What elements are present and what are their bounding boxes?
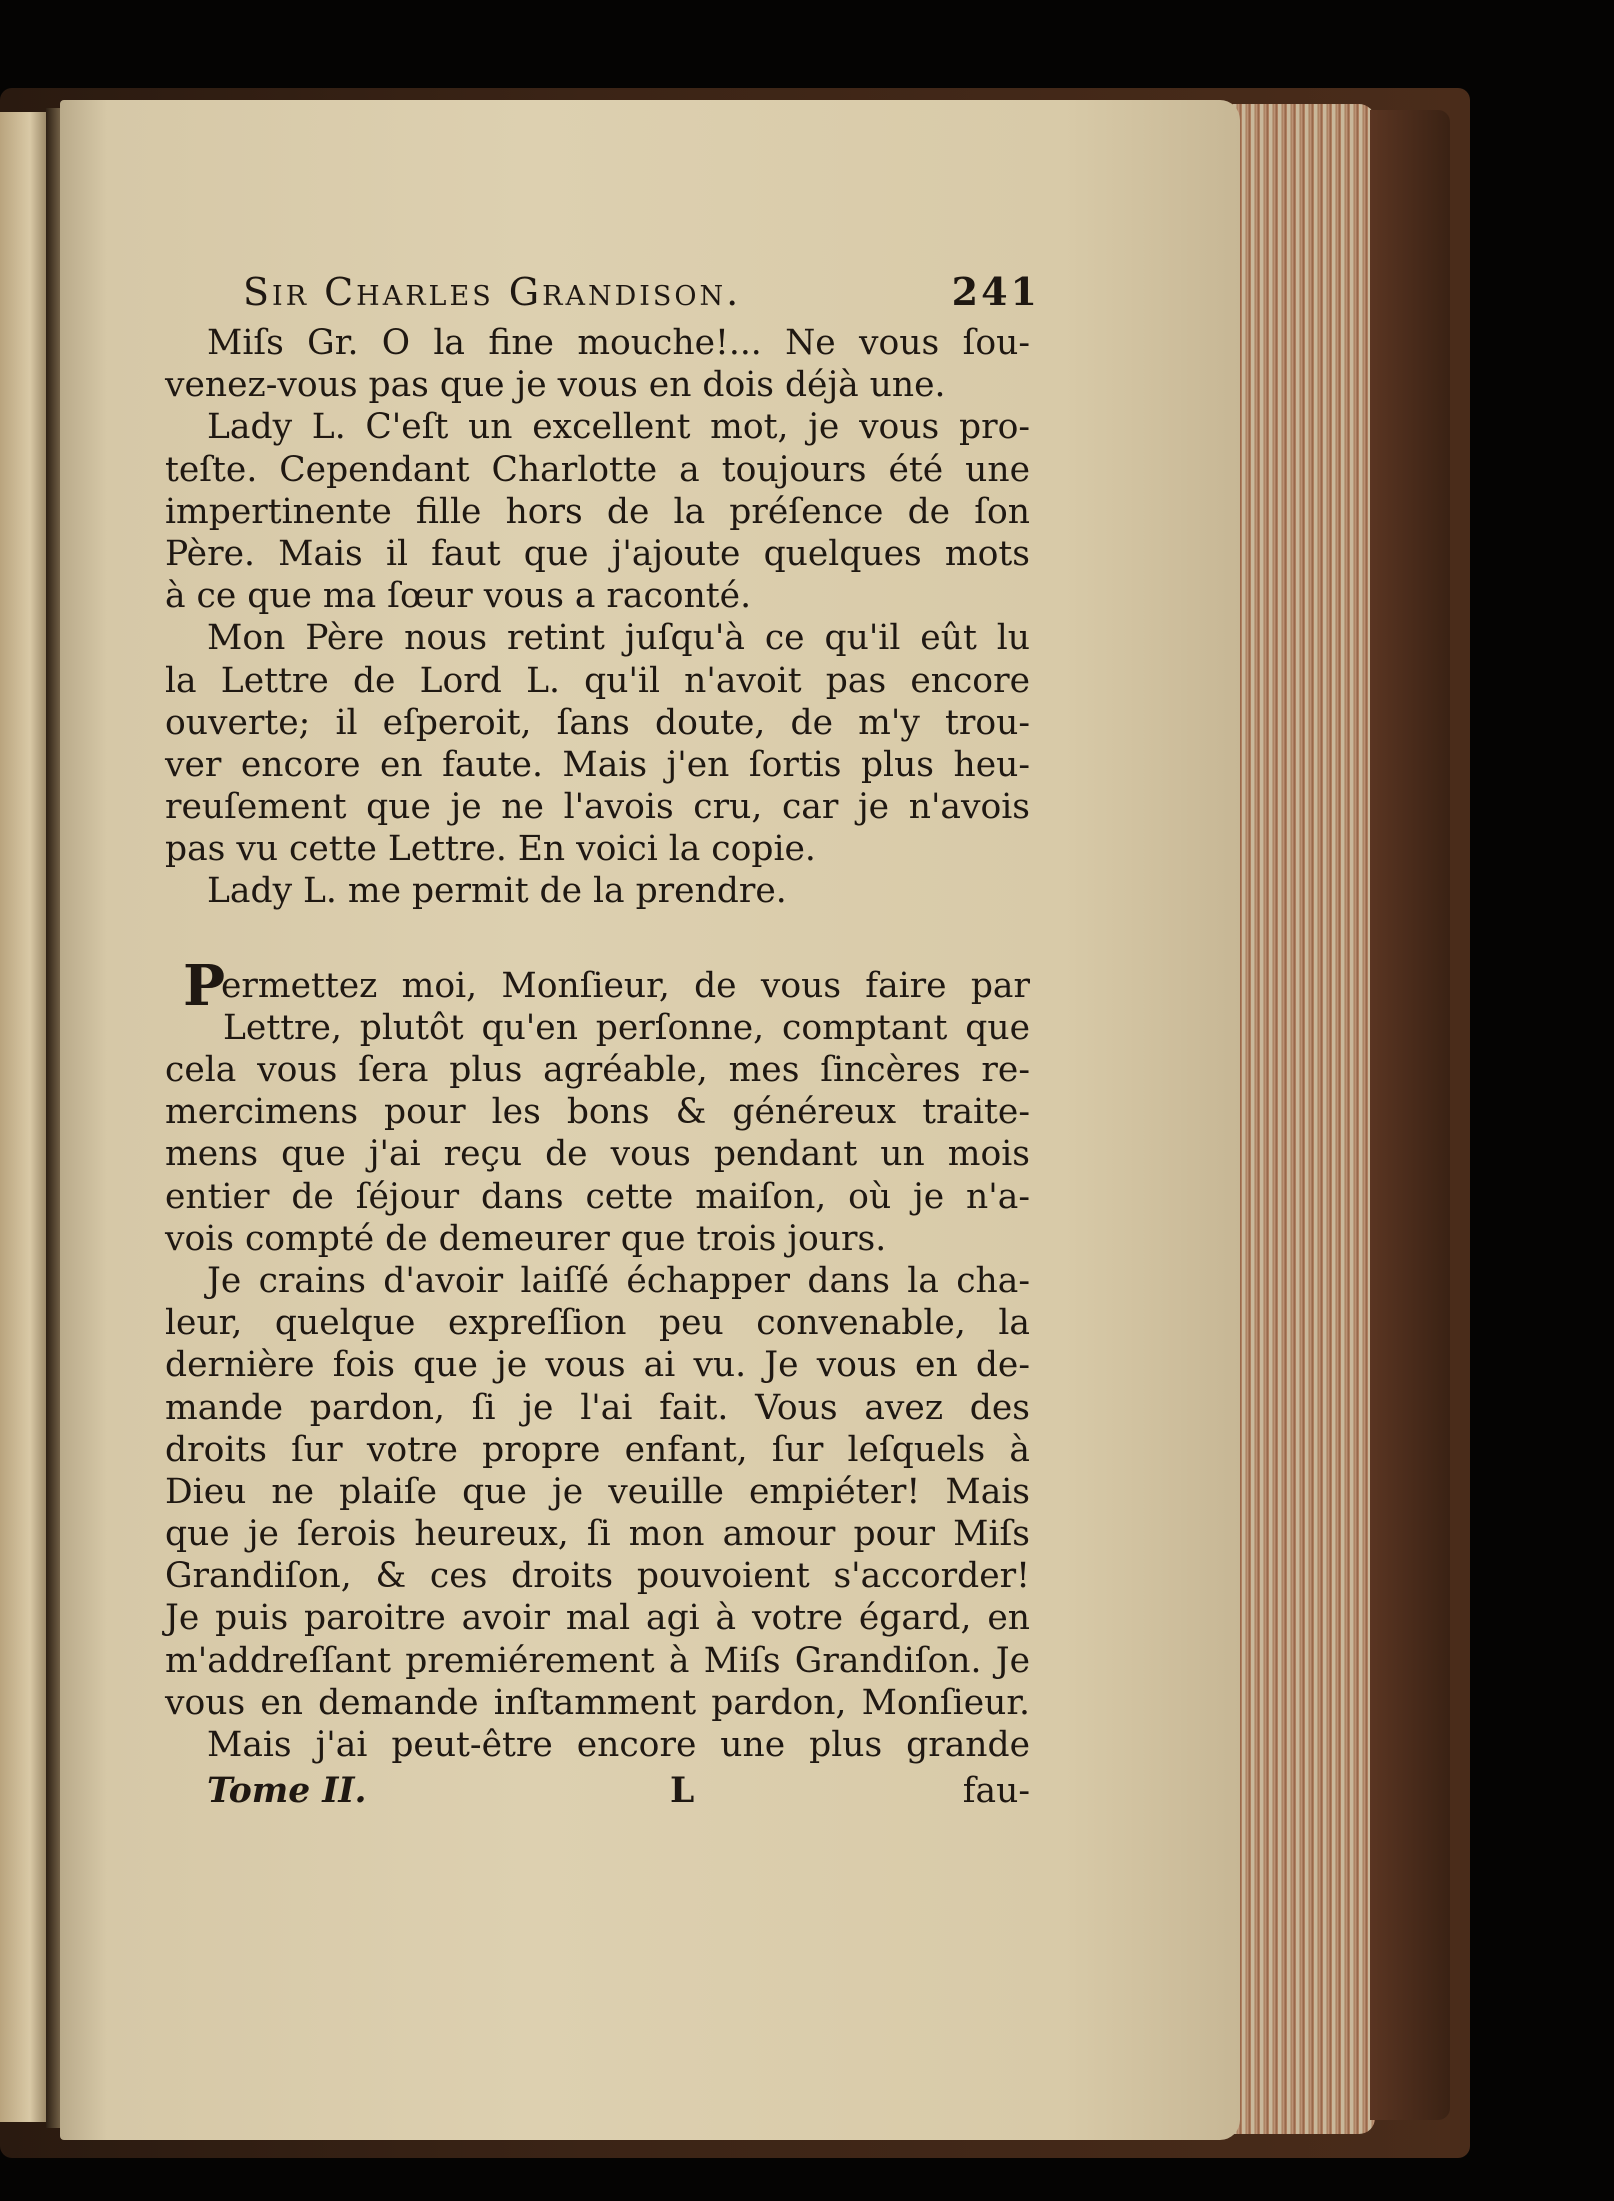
text-line: pas vu cette Lettre. En voici la copie. [165, 829, 816, 870]
page-text [165, 262, 1040, 1816]
letter-spacer [165, 913, 1030, 965]
text-line: la Lettre de Lord L. qu'il n'avoit pas encore [165, 660, 1030, 701]
text-line: entier de ſéjour dans cette maiſon, où je n'a- [165, 1176, 1030, 1217]
text-line: cela vous ſera plus agréable, mes ſincères re- [165, 1050, 1030, 1090]
text-line: mande pardon, ſi je l'ai fait. Vous avez des [165, 1387, 1030, 1428]
text-line: vous en demande inſtamment pardon, Monſieur. [165, 1682, 1030, 1723]
left-page-edge [0, 112, 50, 2122]
text-line: Mon Père nous retint juſqu'à ce qu'il eût lu [207, 618, 1030, 659]
text-line: dernière fois que je vous ai vu. Je vous en de- [165, 1345, 1030, 1386]
text-line: venez-vous pas que je vous en dois déjà une. [165, 365, 946, 406]
text-line: vois compté de demeurer que trois jours. [165, 1218, 887, 1259]
text-line: reuſement que je ne l'avois cru, car je n'avois [165, 787, 1030, 828]
page-footer [165, 1766, 1030, 1816]
running-title: Sir Charles Grandison. [243, 270, 742, 314]
text-line: leur, quelque expreſſion peu convenable, la [165, 1303, 1030, 1344]
volume-label: Tome II. [207, 1771, 367, 1812]
text-line: à ce que ma ſœur vous a raconté. [165, 576, 752, 617]
text-line: que je ſerois heureux, ſi mon amour pour Miſs [165, 1514, 1030, 1555]
drop-cap: P [183, 952, 226, 1019]
text-line: Miſs Gr. O la fine mouche!... Ne vous ſou- [207, 323, 1030, 363]
text-line: Mais j'ai peut-être encore une plus grande [207, 1725, 1030, 1765]
text-line: Dieu ne plaiſe que je veuille empiéter! Mais [165, 1471, 1030, 1512]
text-line: Je puis paroitre avoir mal agi à votre égard, en [165, 1598, 1030, 1639]
signature-mark: L [670, 1771, 695, 1812]
text-line: ver encore en faute. Mais j'en ſortis plus heu- [165, 744, 1030, 785]
text-line: Je crains d'avoir laiſſé échapper dans la cha- [207, 1260, 1030, 1301]
text-line: teſte. Cependant Charlotte a toujours été une [165, 449, 1030, 490]
letter-first-line [165, 952, 1030, 1019]
text-line: Lady L. me permit de la prendre. [207, 871, 787, 912]
text-line: droits ſur votre propre enfant, ſur leſquels à [165, 1429, 1030, 1470]
cover-edge [1370, 110, 1450, 2120]
text-line: mens que j'ai reçu de vous pendant un mois [165, 1134, 1030, 1175]
text-line: Lettre, plutôt qu'en perſonne, comptant que [223, 1007, 1030, 1048]
text-line: m'addreſſant premiérement à Miſs Grandiſon. Je [165, 1640, 1030, 1681]
text-line: impertinente fille hors de la préſence de ſon [165, 491, 1030, 532]
text-line: ermettez moi, Monſieur, de vous faire par [221, 965, 1030, 1006]
catchword: fau- [962, 1771, 1030, 1812]
running-header [165, 262, 1040, 322]
text-line: Grandiſon, & ces droits pouvoient s'accorder! [165, 1556, 1030, 1597]
page-number: 241 [951, 269, 1040, 314]
text-line: mercimens pour les bons & généreux traite- [165, 1092, 1030, 1133]
text-line: ouverte; il eſperoit, ſans doute, de m'y trou- [165, 702, 1030, 743]
text-line: Lady L. C'eſt un excellent mot, je vous pro- [207, 407, 1030, 448]
text-line: Père. Mais il faut que j'ajoute quelques mots [165, 533, 1030, 574]
